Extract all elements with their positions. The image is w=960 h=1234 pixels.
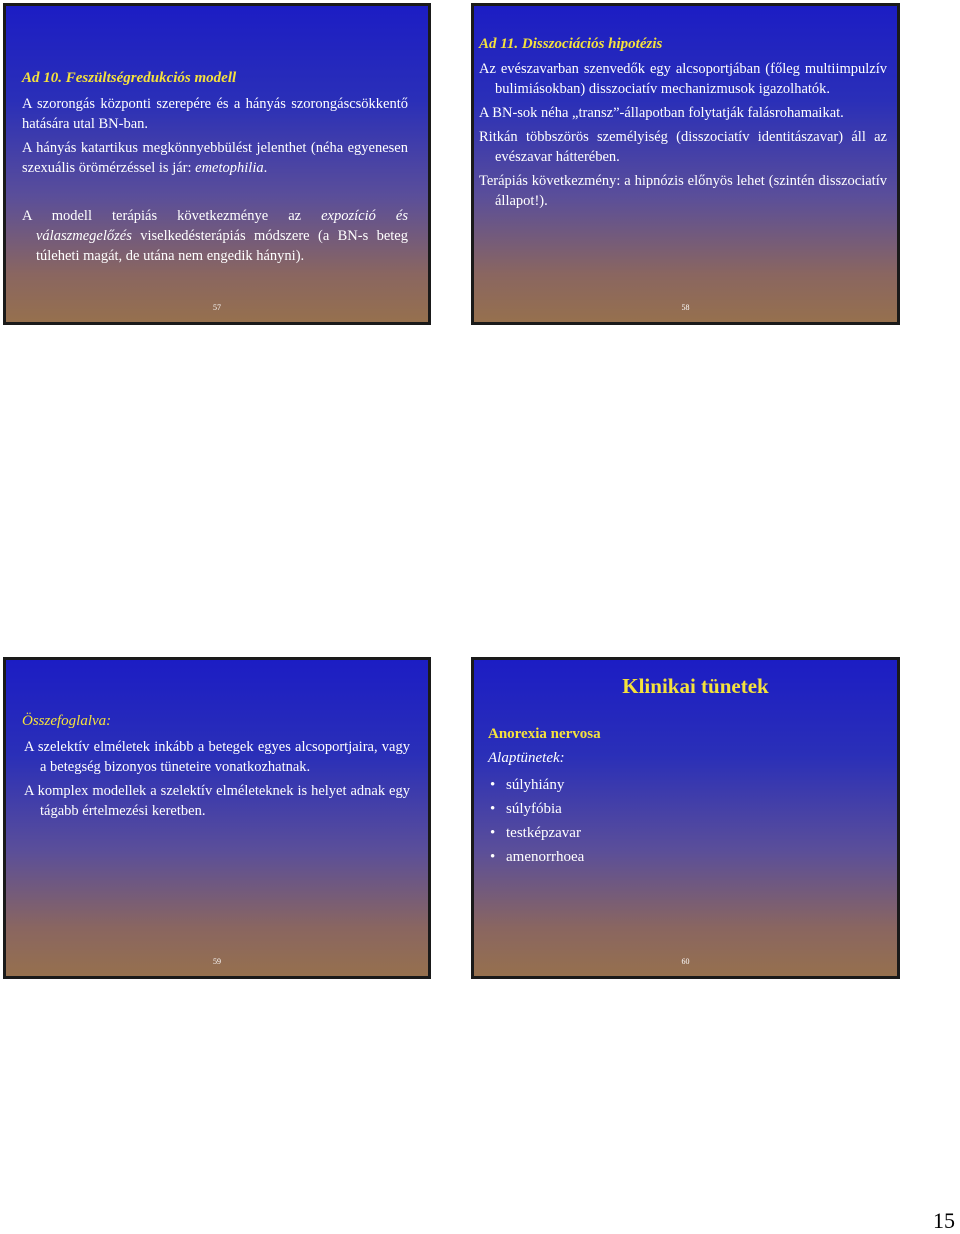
slide-number: 58	[681, 303, 690, 312]
paragraph-text: A modell terápiás következménye az	[22, 208, 322, 224]
paragraph-text: viselkedésterápiás módszere (a BN-s beteg túleheti magát, de utána nem engedik hányni).	[36, 228, 408, 264]
symptom-list	[488, 773, 584, 869]
slide-paragraph	[22, 138, 408, 178]
slide-paragraph: A komplex modellek a szelektív elméleteknek is helyet adnak egy tágabb értelmezési keretben.	[24, 783, 410, 819]
slide-59	[3, 657, 431, 979]
slide-paragraph: Az evészavarban szenvedők egy alcsoportjában (főleg multiimpulzív bulimiásokban) disszociatív mechanizmusok igazolhatók.	[479, 61, 887, 97]
list-item	[488, 797, 584, 821]
slide-paragraph: Ritkán többszörös személyiség (disszociatív identitászavar) áll az evészavar hátterében.	[479, 129, 887, 165]
slide-number: 59	[213, 957, 221, 966]
slide-60	[471, 657, 900, 979]
page-number: 15	[933, 1208, 955, 1233]
slide-heading: Ad 10. Feszültségredukciós modell	[22, 70, 237, 86]
list-item	[488, 845, 584, 869]
slide-57	[3, 3, 431, 325]
slide-label: Alaptünetek:	[488, 750, 565, 766]
slide-paragraph: A szelektív elméletek inkább a betegek egyes alcsoportjaira, vagy a betegség bizonyos tüneteire vonatkozhatnak.	[24, 739, 410, 775]
slide-58	[471, 3, 900, 325]
emphasis-text: emetophilia	[195, 160, 264, 176]
bullet-icon: •	[490, 801, 496, 817]
slide-paragraph: A szorongás központi szerepére és a hányás szorongáscsökkentő hatására utal BN-ban.	[22, 96, 408, 132]
paragraph-text: .	[263, 160, 268, 176]
emphasis-text: expozíció és válaszmegelőzés	[36, 208, 408, 244]
bullet-icon: •	[490, 825, 496, 841]
slide-paragraph: A BN-sok néha „transz”-állapotban folytatják falásrohamaikat.	[479, 105, 844, 121]
list-item-text: testképzavar	[506, 825, 581, 841]
list-item-text: súlyhiány	[506, 777, 565, 793]
slide-number: 60	[681, 957, 690, 966]
slide-paragraph: Terápiás következmény: a hipnózis előnyös lehet (szintén disszociatív állapot!).	[479, 173, 887, 209]
bullet-icon: •	[490, 849, 496, 865]
slide-paragraph	[22, 206, 408, 266]
list-item-text: amenorrhoea	[506, 849, 585, 865]
bullet-icon: •	[490, 777, 496, 793]
slide-number: 57	[213, 303, 221, 312]
list-item-text: súlyfóbia	[506, 801, 562, 817]
slide-title: Klinikai tünetek	[622, 674, 769, 698]
slide-heading: Összefoglalva:	[22, 713, 112, 729]
list-item	[488, 821, 584, 845]
slide-subheading: Anorexia nervosa	[488, 726, 601, 742]
list-item	[488, 773, 584, 797]
paragraph-text: A hányás katartikus megkönnyebbülést jelenthet (néha egyenesen szexuális örömérzéssel is jár:	[22, 140, 408, 176]
slide-heading: Ad 11. Disszociációs hipotézis	[479, 36, 663, 52]
